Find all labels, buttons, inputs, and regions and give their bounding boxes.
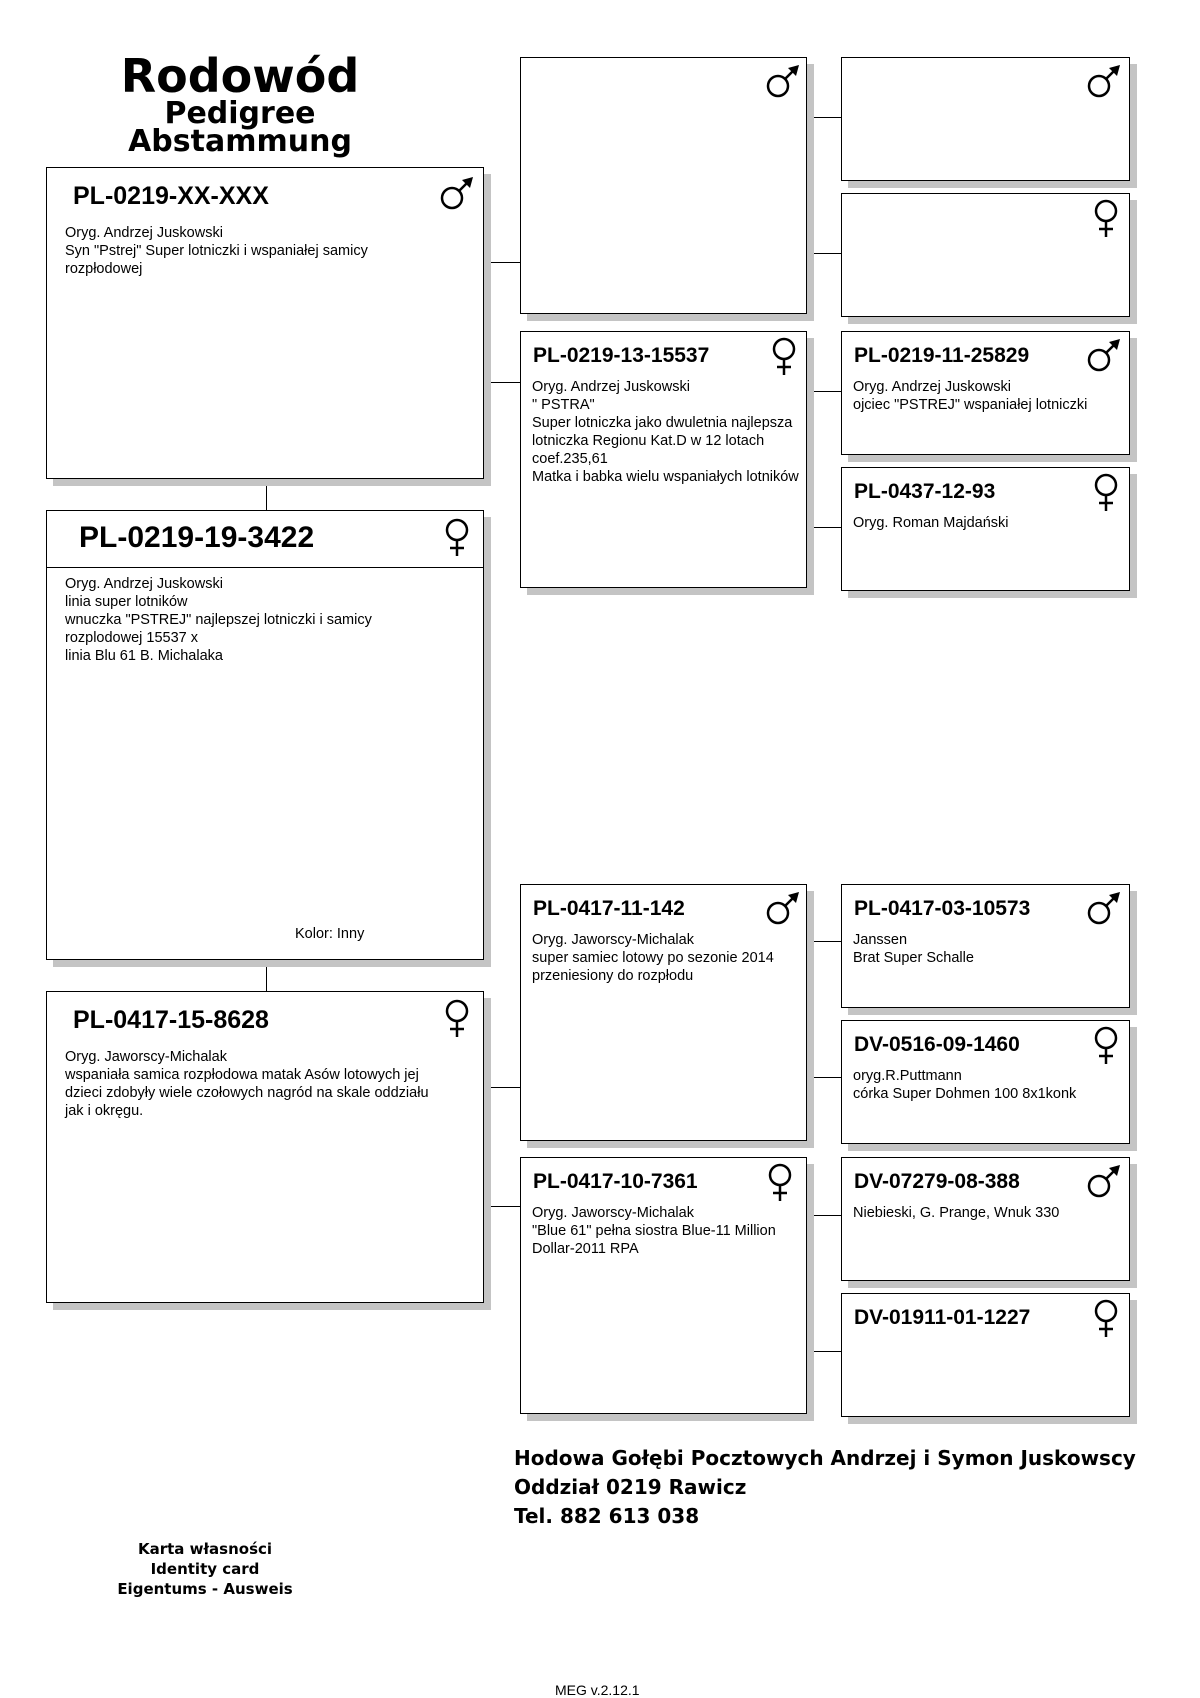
female-symbol-icon — [440, 998, 474, 1038]
identity-card-pl: Karta własności — [137, 1540, 273, 1558]
card-description: Oryg. Jaworscy-Michalak wspaniała samica rozpłodowa matak Asów lotowych jej dzieci zdobyły wiele czołowych nagród na skale oddziału jak i okręgu. — [65, 1049, 429, 1119]
pedigree-card-grandparent — [520, 57, 807, 314]
female-symbol-icon — [767, 336, 801, 376]
ring-number: PL-0417-03-10573 — [854, 897, 1031, 920]
version-label: MEG v.2.12.1 — [555, 1682, 640, 1698]
pedigree-card-great-grandparent — [841, 331, 1130, 455]
connector — [807, 253, 841, 254]
identity-card-de: Eigentums - Ausweis — [117, 1580, 293, 1598]
card-description: Oryg. Jaworscy-Michalak super samiec lotowy po sezonie 2014 przeniesiony do rozpłodu — [532, 932, 774, 984]
card-description: Oryg. Roman Majdański — [853, 515, 1009, 531]
connector — [484, 1087, 520, 1088]
breeder-name: Hodowa Gołębi Pocztowych Andrzej i Symon Juskowscy — [514, 1446, 1136, 1470]
pedigree-card-great-grandparent — [841, 884, 1130, 1008]
card-description: Niebieski, G. Prange, Wnuk 330 — [853, 1205, 1060, 1221]
pedigree-card-father — [46, 510, 484, 960]
connector — [266, 960, 267, 991]
connector — [807, 527, 841, 528]
connector — [484, 382, 520, 383]
connector — [807, 391, 841, 392]
connector — [807, 1351, 841, 1352]
breeder-phone: Tel. 882 613 038 — [514, 1504, 700, 1528]
male-symbol-icon — [1087, 887, 1121, 927]
male-symbol-icon — [1087, 1160, 1121, 1200]
connector — [807, 1215, 841, 1216]
card-description: Janssen Brat Super Schalle — [853, 932, 974, 966]
pedigree-card-great-grandparent — [841, 57, 1130, 181]
male-symbol-icon — [766, 887, 800, 927]
identity-card-caption — [90, 1539, 320, 1599]
female-symbol-icon — [1089, 1298, 1123, 1338]
ring-number: DV-07279-08-388 — [854, 1170, 1020, 1193]
pedigree-card-mother — [46, 991, 484, 1303]
pedigree-card-subject — [46, 167, 484, 479]
male-symbol-icon — [1087, 334, 1121, 374]
pedigree-card-great-grandparent — [841, 467, 1130, 591]
card-description: Oryg. Andrzej Juskowski linia super lotników wnuczka "PSTREJ" najlepszej lotniczki i samicy rozplodowej 15537 x linia Blu 61 B. Michalaka — [65, 576, 372, 664]
identity-card-en: Identity card — [150, 1560, 260, 1578]
ring-number: PL-0437-12-93 — [854, 480, 996, 503]
pedigree-card-grandparent — [520, 331, 807, 588]
ring-number: PL-0219-19-3422 — [79, 521, 315, 554]
connector — [484, 262, 520, 263]
subtitle-abstammung: Abstammung — [128, 124, 352, 159]
connector — [807, 1077, 841, 1078]
card-header-divider — [47, 567, 483, 568]
breeder-branch: Oddział 0219 Rawicz — [514, 1475, 747, 1499]
pedigree-card-great-grandparent — [841, 1293, 1130, 1417]
female-symbol-icon — [763, 1162, 797, 1202]
breeder-info — [514, 1444, 1136, 1531]
ring-number: PL-0219-XX-XXX — [73, 182, 269, 210]
ring-number: PL-0417-10-7361 — [533, 1170, 698, 1193]
pedigree-card-great-grandparent — [841, 193, 1130, 317]
card-description: Oryg. Andrzej Juskowski Syn "Pstrej" Super lotniczki i wspaniałej samicy rozpłodowej — [65, 225, 368, 277]
female-symbol-icon — [1089, 472, 1123, 512]
pedigree-card-great-grandparent — [841, 1020, 1130, 1144]
pedigree-card-grandparent — [520, 1157, 807, 1414]
ring-number: DV-01911-01-1227 — [854, 1306, 1031, 1329]
ring-number: PL-0417-15-8628 — [73, 1006, 269, 1034]
card-description: Oryg. Jaworscy-Michalak "Blue 61" pełna siostra Blue-11 Million Dollar-2011 RPA — [532, 1205, 776, 1257]
title-rodowod: Rodowód — [120, 49, 360, 103]
connector — [266, 479, 267, 510]
ring-number: PL-0219-13-15537 — [533, 344, 710, 367]
card-description: Oryg. Andrzej Juskowski " PSTRA" Super lotniczka jako dwuletnia najlepsza lotniczka Regionu Kat.D w 12 lotach coef.235,61 Matka i babka wielu wspaniałych lotników — [532, 379, 799, 485]
connector — [484, 1206, 520, 1207]
pedigree-card-grandparent — [520, 884, 807, 1141]
female-symbol-icon — [1089, 1025, 1123, 1065]
ring-number: DV-0516-09-1460 — [854, 1033, 1020, 1056]
color-label: Kolor: Inny — [295, 926, 365, 942]
connector — [807, 941, 841, 942]
card-description: Oryg. Andrzej Juskowski ojciec "PSTREJ" wspaniałej lotniczki — [853, 379, 1088, 413]
male-symbol-icon — [766, 60, 800, 100]
subtitle-pedigree: Pedigree — [164, 96, 316, 131]
pedigree-card-great-grandparent — [841, 1157, 1130, 1281]
male-symbol-icon — [440, 172, 474, 212]
card-description: oryg.R.Puttmann córka Super Dohmen 100 8x1konk — [853, 1068, 1077, 1102]
ring-number: PL-0219-11-25829 — [854, 344, 1030, 367]
female-symbol-icon — [1089, 198, 1123, 238]
female-symbol-icon — [440, 517, 474, 557]
connector — [807, 117, 841, 118]
ring-number: PL-0417-11-142 — [533, 897, 685, 920]
male-symbol-icon — [1087, 60, 1121, 100]
